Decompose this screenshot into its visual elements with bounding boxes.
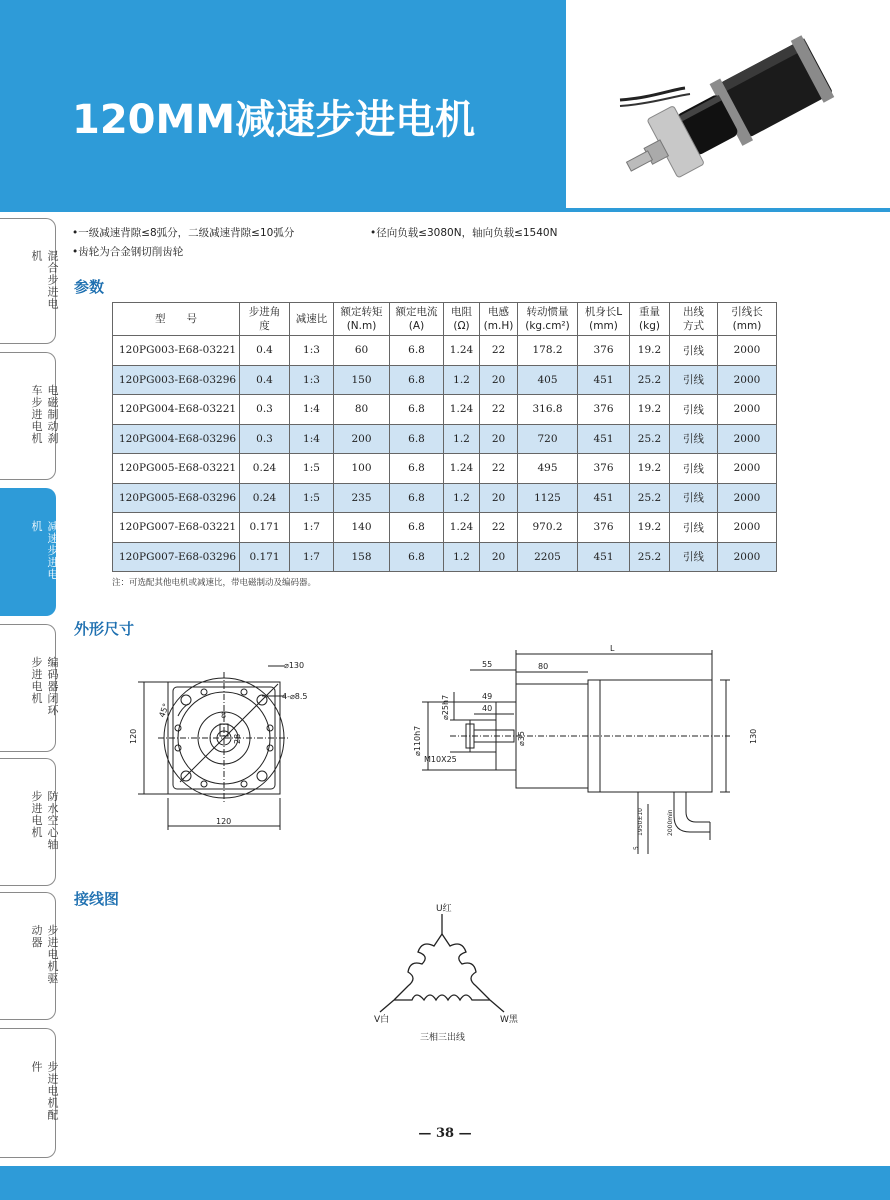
table-cell: 1:4 — [290, 424, 334, 454]
table-cell: 120PG005-E68-03296 — [113, 483, 240, 513]
table-cell: 1:7 — [290, 513, 334, 543]
sidebar-item-label: 防水空心轴步进电机 — [30, 790, 59, 851]
col-inductance — [480, 303, 518, 336]
table-cell: 6.8 — [390, 542, 444, 572]
table-row — [113, 365, 777, 395]
side-view-drawing — [410, 640, 770, 862]
table-cell: 引线 — [670, 483, 718, 513]
table-cell: 0.4 — [240, 336, 290, 366]
table-cell: 376 — [578, 454, 630, 484]
footer-bar — [0, 1166, 890, 1200]
col-weight-l2: (kg) — [639, 320, 660, 332]
table-cell: 25.2 — [630, 424, 670, 454]
table-cell: 140 — [334, 513, 390, 543]
table-cell: 22 — [480, 395, 518, 425]
table-cell: 60 — [334, 336, 390, 366]
table-cell: 19.2 — [630, 395, 670, 425]
col-torque — [334, 303, 390, 336]
wiring-v: V白 — [374, 1015, 390, 1025]
table-note: 注：可选配其他电机或减速比，带电磁制动及编码器。 — [112, 578, 317, 588]
feature-gear: •齿轮为合金钢切削齿轮 — [72, 246, 184, 258]
table-cell: 0.171 — [240, 513, 290, 543]
table-cell: 6.8 — [390, 424, 444, 454]
table-cell: 376 — [578, 513, 630, 543]
front-holes: 4-⌀8.5 — [282, 692, 308, 701]
motor-photo — [590, 20, 880, 200]
wiring-u: U红 — [436, 904, 452, 914]
table-cell: 2000 — [718, 395, 777, 425]
table-cell: 6.8 — [390, 513, 444, 543]
table-cell: 20 — [480, 365, 518, 395]
table-row — [113, 336, 777, 366]
col-resistance — [444, 303, 480, 336]
table-cell: 1.2 — [444, 365, 480, 395]
side-lead-2000: 2000min — [667, 809, 674, 836]
side-dia-110: ⌀110h7 — [413, 725, 422, 756]
table-cell: 1125 — [518, 483, 578, 513]
front-view-drawing — [118, 652, 318, 838]
table-cell: 120PG004-E68-03221 — [113, 395, 240, 425]
front-height: 120 — [129, 728, 138, 744]
table-cell: 1:4 — [290, 395, 334, 425]
table-cell: 6.8 — [390, 454, 444, 484]
col-torque-l2: (N.m) — [346, 320, 377, 332]
table-cell: 20 — [480, 424, 518, 454]
side-lead-5: 5 — [633, 846, 640, 850]
table-cell: 80 — [334, 395, 390, 425]
sidebar-item-gear[interactable] — [0, 488, 59, 616]
col-inertia-l1: 转动惯量 — [526, 306, 569, 318]
header-strip — [566, 208, 890, 212]
col-inertia — [518, 303, 578, 336]
side-len-55: 55 — [482, 660, 493, 669]
table-row — [113, 483, 777, 513]
sidebar-item-label: 编码器闭环步进电机 — [30, 656, 59, 717]
table-cell: 1.2 — [444, 542, 480, 572]
table-cell: 22 — [480, 336, 518, 366]
table-cell: 0.24 — [240, 483, 290, 513]
col-length-l2: (mm) — [589, 320, 618, 332]
table-cell: 19.2 — [630, 513, 670, 543]
feature-backlash: •一级减速背隙≤8弧分，二级减速背隙≤10弧分 — [72, 227, 295, 239]
page-number: — 38 — — [418, 1126, 472, 1141]
table-cell: 0.24 — [240, 454, 290, 484]
table-cell: 22 — [480, 513, 518, 543]
params-table — [112, 302, 777, 572]
col-weight — [630, 303, 670, 336]
side-len-49: 49 — [482, 692, 493, 701]
table-cell: 1.24 — [444, 336, 480, 366]
table-cell: 引线 — [670, 395, 718, 425]
table-cell: 178.2 — [518, 336, 578, 366]
table-cell: 1.2 — [444, 483, 480, 513]
table-row — [113, 424, 777, 454]
table-cell: 150 — [334, 365, 390, 395]
sidebar-item-label: 电磁制动刹车步进电机 — [30, 384, 59, 445]
table-cell: 376 — [578, 336, 630, 366]
col-step-angle — [240, 303, 290, 336]
table-cell: 1.24 — [444, 513, 480, 543]
table-cell: 120PG005-E68-03221 — [113, 454, 240, 484]
table-cell: 引线 — [670, 454, 718, 484]
table-cell: 2000 — [718, 424, 777, 454]
side-dia-35: ⌀35 — [517, 731, 526, 746]
side-thread: M10X25 — [424, 755, 457, 764]
sidebar-item-label: 步进电机配件 — [30, 1061, 59, 1121]
side-len-L: L — [610, 644, 615, 653]
col-resistance-l2: (Ω) — [453, 320, 470, 332]
table-cell: 451 — [578, 483, 630, 513]
col-inductance-l1: 电感 — [488, 306, 509, 318]
table-row — [113, 542, 777, 572]
col-lead-length-l2: (mm) — [732, 320, 762, 332]
table-cell: 2000 — [718, 365, 777, 395]
table-cell: 451 — [578, 424, 630, 454]
sidebar-item-label: 步进电机驱动器 — [30, 924, 59, 985]
col-model-label: 型 号 — [155, 313, 197, 325]
table-cell: 451 — [578, 365, 630, 395]
table-cell: 1.24 — [444, 395, 480, 425]
table-cell: 120PG004-E68-03296 — [113, 424, 240, 454]
table-cell: 19.2 — [630, 454, 670, 484]
col-ratio — [290, 303, 334, 336]
table-cell: 2000 — [718, 336, 777, 366]
col-ratio-l1: 减速比 — [295, 313, 328, 325]
sidebar-item-driver[interactable] — [0, 892, 59, 1020]
col-inertia-l2: (kg.cm²) — [525, 320, 570, 332]
table-cell: 25.2 — [630, 542, 670, 572]
front-shaft: 28 — [233, 733, 242, 744]
table-cell: 495 — [518, 454, 578, 484]
col-current-l2: (A) — [408, 320, 425, 332]
table-cell: 6.8 — [390, 483, 444, 513]
front-dia-130: ⌀130 — [284, 661, 305, 670]
sidebar-item-brake[interactable] — [0, 352, 59, 480]
table-cell: 451 — [578, 542, 630, 572]
table-cell: 158 — [334, 542, 390, 572]
sidebar-item-waterproof[interactable] — [0, 758, 59, 886]
page-title: 120MM减速步进电机 — [72, 97, 476, 143]
sidebar-item-encoder[interactable] — [0, 624, 59, 752]
col-torque-l1: 额定转矩 — [340, 306, 383, 318]
table-cell: 720 — [518, 424, 578, 454]
table-cell: 20 — [480, 542, 518, 572]
table-cell: 235 — [334, 483, 390, 513]
sidebar-item-hybrid[interactable] — [0, 218, 59, 344]
col-lead-type-l2: 方式 — [683, 320, 704, 332]
col-resistance-l1: 电阻 — [451, 306, 472, 318]
table-cell: 405 — [518, 365, 578, 395]
table-cell: 引线 — [670, 424, 718, 454]
side-len-40: 40 — [482, 704, 493, 713]
table-cell: 25.2 — [630, 365, 670, 395]
col-length-l1: 机身长L — [584, 306, 623, 318]
table-cell: 100 — [334, 454, 390, 484]
table-cell: 6.8 — [390, 395, 444, 425]
front-angle: 45° — [157, 702, 171, 719]
sidebar-item-label: 混合步进电机 — [30, 250, 59, 310]
col-step-angle-l1: 步进角 — [248, 306, 281, 318]
section-wiring: 接线图 — [74, 890, 120, 908]
table-cell: 120PG003-E68-03221 — [113, 336, 240, 366]
table-cell: 376 — [578, 395, 630, 425]
col-model — [113, 303, 240, 336]
table-row — [113, 454, 777, 484]
table-cell: 1.24 — [444, 454, 480, 484]
table-cell: 1:7 — [290, 542, 334, 572]
wiring-w: W黑 — [500, 1015, 518, 1025]
table-row — [113, 513, 777, 543]
table-header-row — [113, 303, 777, 336]
table-cell: 引线 — [670, 513, 718, 543]
table-cell: 120PG007-E68-03221 — [113, 513, 240, 543]
table-cell: 120PG003-E68-03296 — [113, 365, 240, 395]
table-cell: 20 — [480, 483, 518, 513]
feature-load: •径向负载≤3080N，轴向负载≤1540N — [370, 227, 558, 239]
front-key: 8 — [221, 711, 227, 720]
col-step-angle-l2: 度 — [259, 320, 270, 332]
table-cell: 0.3 — [240, 424, 290, 454]
col-inductance-l2: (m.H) — [483, 320, 514, 332]
side-dia-25: ⌀25h7 — [441, 694, 450, 720]
table-cell: 120PG007-E68-03296 — [113, 542, 240, 572]
section-params: 参数 — [74, 278, 105, 296]
table-body — [113, 336, 777, 572]
table-cell: 引线 — [670, 336, 718, 366]
table-cell: 22 — [480, 454, 518, 484]
table-cell: 6.8 — [390, 336, 444, 366]
table-cell: 200 — [334, 424, 390, 454]
table-cell: 1:5 — [290, 483, 334, 513]
table-cell: 6.8 — [390, 365, 444, 395]
col-current — [390, 303, 444, 336]
table-cell: 2205 — [518, 542, 578, 572]
col-weight-l1: 重量 — [639, 306, 660, 318]
table-row — [113, 395, 777, 425]
side-lead-1950: 1950±10 — [637, 808, 644, 836]
col-lead-type — [670, 303, 718, 336]
front-width: 120 — [216, 817, 232, 826]
table-cell: 2000 — [718, 513, 777, 543]
table-cell: 0.3 — [240, 395, 290, 425]
section-dimensions: 外形尺寸 — [74, 620, 135, 638]
table-cell: 引线 — [670, 542, 718, 572]
table-cell: 25.2 — [630, 483, 670, 513]
side-height-130: 130 — [749, 728, 758, 744]
table-cell: 引线 — [670, 365, 718, 395]
table-cell: 970.2 — [518, 513, 578, 543]
col-lead-type-l1: 出线 — [683, 306, 704, 318]
table-cell: 1:3 — [290, 336, 334, 366]
table-cell: 2000 — [718, 454, 777, 484]
table-cell: 2000 — [718, 542, 777, 572]
table-cell: 2000 — [718, 483, 777, 513]
col-lead-length — [718, 303, 777, 336]
wiring-diagram — [360, 900, 540, 1046]
table-cell: 19.2 — [630, 336, 670, 366]
side-len-80: 80 — [538, 662, 549, 671]
wiring-caption: 三相三出线 — [420, 1033, 466, 1043]
col-current-l1: 额定电流 — [395, 306, 438, 318]
sidebar-item-label: 减速步进电机 — [30, 520, 59, 581]
table-cell: 316.8 — [518, 395, 578, 425]
table-cell: 1.2 — [444, 424, 480, 454]
table-cell: 0.171 — [240, 542, 290, 572]
col-length — [578, 303, 630, 336]
col-lead-length-l1: 引线长 — [731, 306, 763, 318]
table-cell: 1:3 — [290, 365, 334, 395]
table-cell: 0.4 — [240, 365, 290, 395]
table-cell: 1:5 — [290, 454, 334, 484]
